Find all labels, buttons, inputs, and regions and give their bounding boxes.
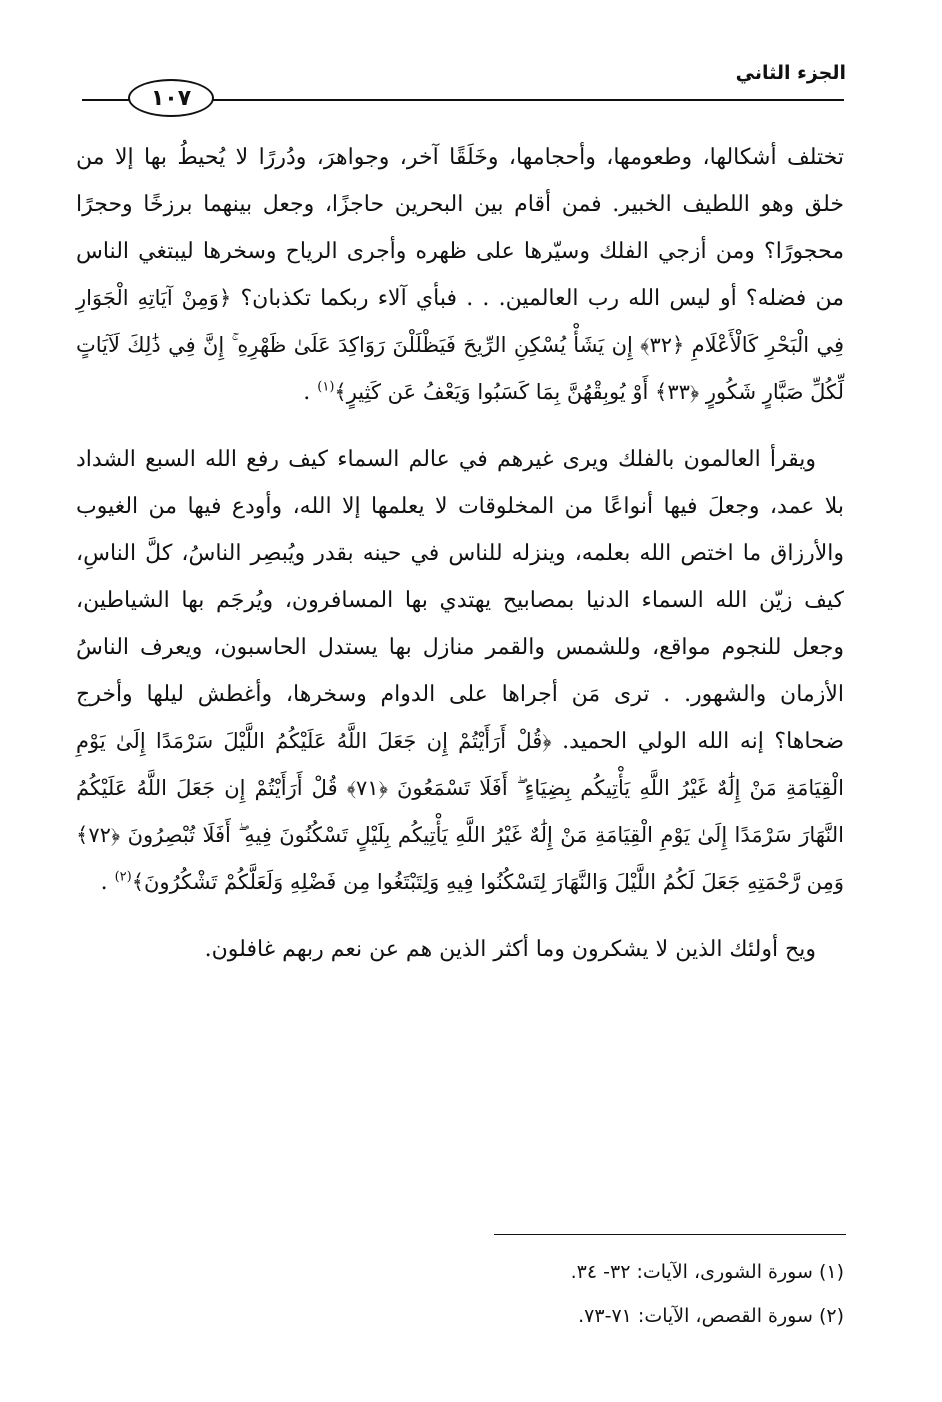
footnotes [364, 1250, 844, 1338]
paragraph-1-end: . [303, 380, 311, 405]
footnote-separator [494, 1234, 846, 1235]
footnote-ref-2[interactable]: (٢) [114, 869, 132, 885]
paragraph-1 [76, 134, 844, 416]
footnote-1: (١) سورة الشورى، الآيات: ٣٢- ٣٤. [570, 1261, 844, 1283]
paragraph-3 [76, 926, 844, 973]
paragraph-3-text: ويح أولئك الذين لا يشكرون وما أكثر الذين هم عن نعم ربهم غافلون. [204, 937, 816, 962]
paragraph-2-end: . [100, 870, 108, 895]
page-number: ١٠٧ [150, 85, 192, 111]
page-number-badge [128, 79, 214, 117]
paragraph-2-text: ويقرأ العالمون بالفلك ويرى غيرهم في عالم السماء كيف رفع الله السبع الشداد بلا عمد، وجعلَ فيها أنواعًا من المخلوقات لا يعلمها إلا الله، وأودع فيها من الغيوب والأرزاق ما اختص الله بعلمه، وينزله للناس في حينه بقدر ويُبصِر الناسُ، كلَّ الناسِ، كيف زيّن الله السماء الدنيا بمصابيح يهتدي بها المسافرون، ويُرجَم بها الشياطين، وجعل للنجوم مواقع، وللشمس والقمر منازل بها يستدل الحاسبون، ويعرف الناسُ الأزمان والشهور. . ترى مَن أجراها على الدوام وسخرها، وأغطش ليلها وأخرج ضحاها؟ إنه الله الولي الحميد. [76, 447, 844, 754]
paragraph-2 [76, 436, 844, 906]
paragraph-1-text: تختلف أشكالها، وطعومها، وأحجامها، وخَلَقًا آخر، وجواهرَ، ودُررًا لا يُحيطُ بها إلا من خلق وهو اللطيف الخبير. فمن أقام بين البحرين حاجزًا، وجعل بينهما برزخًا وحجرًا محجورًا؟ ومن أزجي الفلك وسيّرها على ظهره وأجرى الرياح وسخرها ليبتغي الناس من فضله؟ أو ليس الله رب العالمين. . . فبأي آلاء ربكما تكذبان؟ [76, 145, 845, 311]
footnote-2: (٢) سورة القصص، الآيات: ٧١-٧٣. [578, 1305, 844, 1327]
quran-verse-al-qasas: ﴿قُلْ أَرَأَيْتُمْ إِن جَعَلَ اللَّهُ عَلَيْكُمُ اللَّيْلَ سَرْمَدًا إِلَىٰ يَوْمِ الْقِيَامَةِ مَنْ إِلَٰهٌ غَيْرُ اللَّهِ يَأْتِيكُم بِضِيَاءٍ ۖ أَفَلَا تَسْمَعُونَ ﴿٧١﴾ قُلْ أَرَأَيْتُمْ إِن جَعَلَ اللَّهُ عَلَيْكُمُ النَّهَارَ سَرْمَدًا إِلَىٰ يَوْمِ الْقِيَامَةِ مَنْ إِلَٰهٌ غَيْرُ اللَّهِ يَأْتِيكُم بِلَيْلٍ تَسْكُنُونَ فِيهِ ۖ أَفَلَا تُبْصِرُونَ ﴿٧٢﴾ وَمِن رَّحْمَتِهِ جَعَلَ لَكُمُ اللَّيْلَ وَالنَّهَارَ لِتَسْكُنُوا فِيهِ وَلِتَبْتَغُوا مِن فَضْلِهِ وَلَعَلَّكُمْ تَشْكُرُونَ﴾ [76, 729, 845, 894]
quran-verse-ash-shura: ﴿وَمِنْ آيَاتِهِ الْجَوَارِ فِي الْبَحْرِ كَالْأَعْلَامِ ﴿٣٢﴾ إِن يَشَأْ يُسْكِنِ الرِّيحَ فَيَظْلَلْنَ رَوَاكِدَ عَلَىٰ ظَهْرِهِ ۚ إِنَّ فِي ذَٰلِكَ لَآيَاتٍ لِّكُلِّ صَبَّارٍ شَكُورٍ ﴿٣٣﴾ أَوْ يُوبِقْهُنَّ بِمَا كَسَبُوا وَيَعْفُ عَن كَثِيرٍ﴾ [76, 286, 844, 404]
footnote-ref-1[interactable]: (١) [317, 379, 335, 395]
main-text [76, 134, 844, 973]
running-header-title: الجزء الثاني [735, 62, 846, 84]
